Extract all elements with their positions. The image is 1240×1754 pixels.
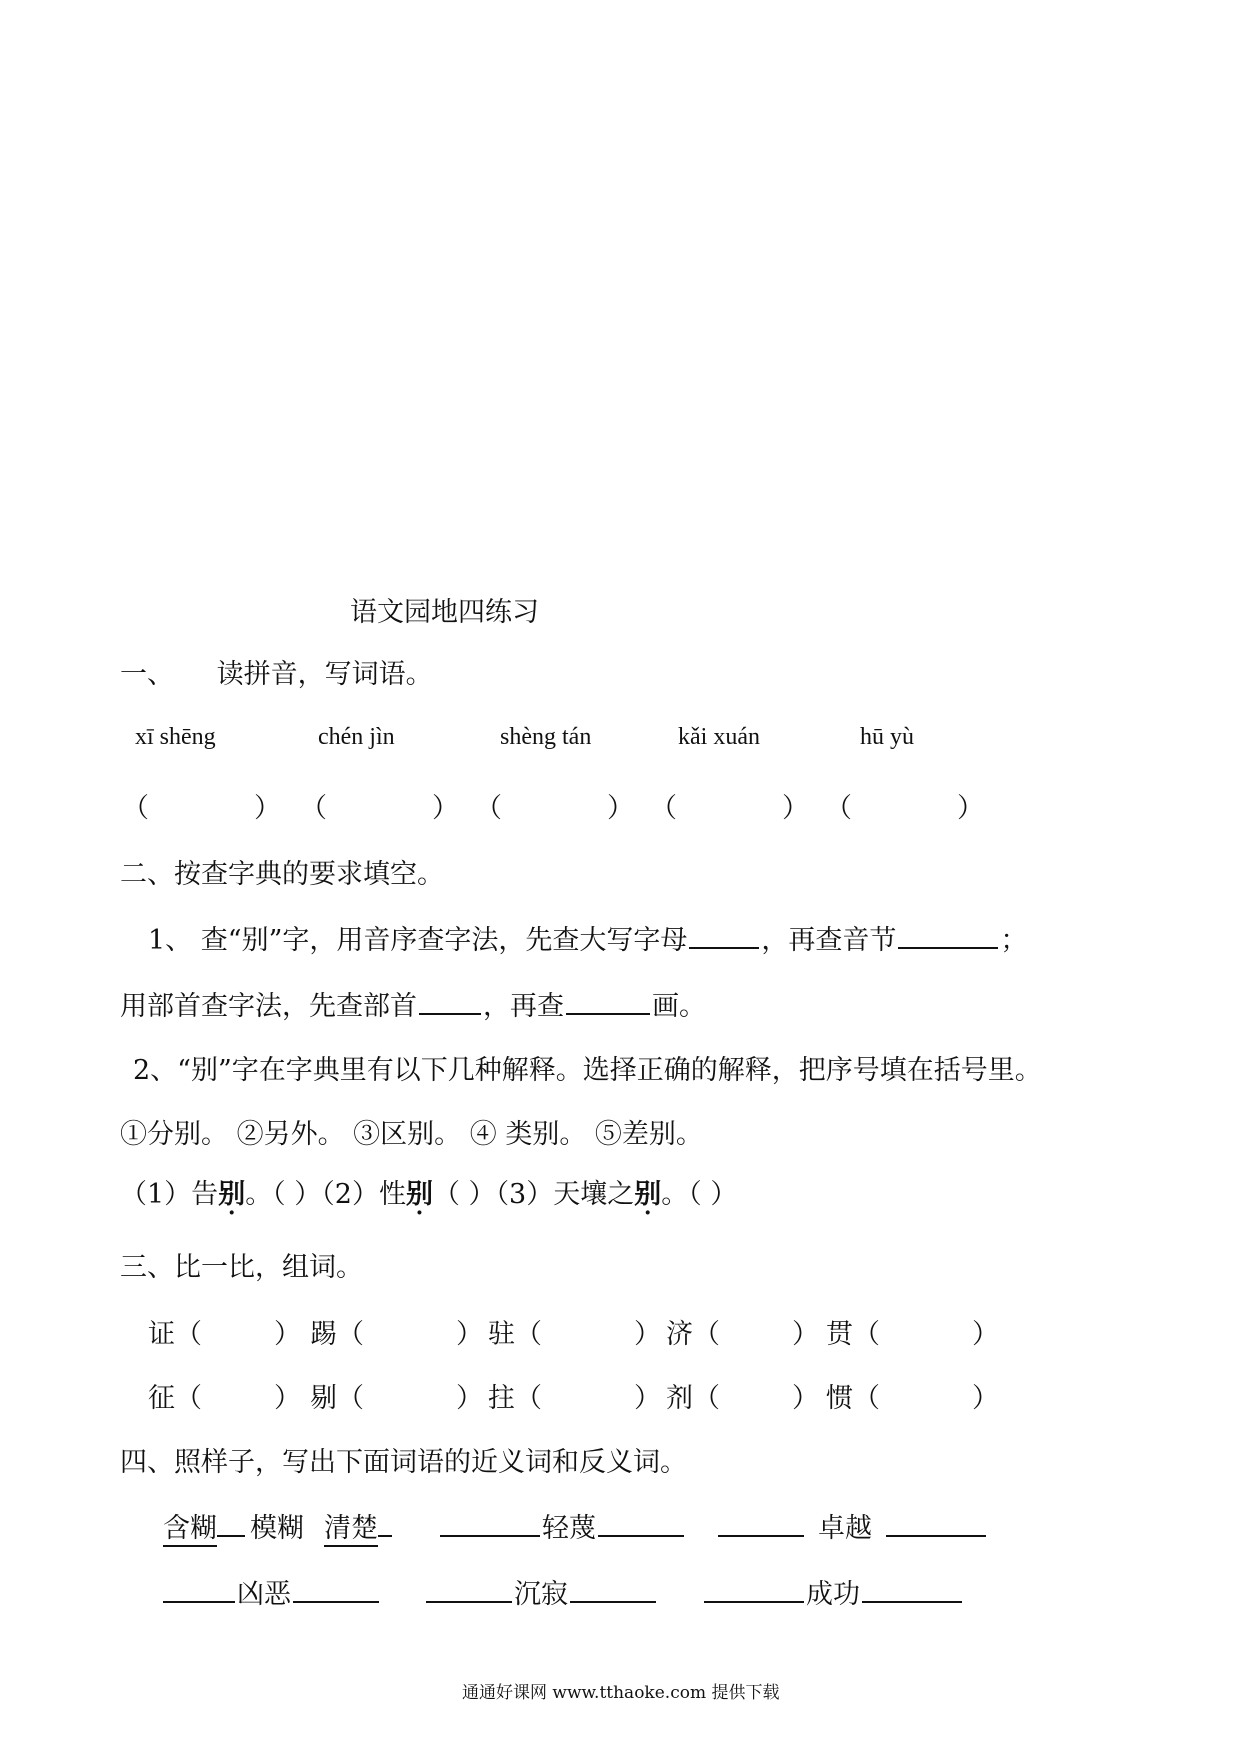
pinyin-4: kǎi xuán bbox=[678, 724, 760, 750]
footer-credit: 通通好课网 www.tthaoke.com 提供下载 bbox=[462, 1683, 780, 1703]
section2-heading: 二、按查字典的要求填空。 bbox=[120, 859, 444, 890]
blank-capital-letter[interactable] bbox=[689, 920, 759, 949]
compare-char-row1-5[interactable]: 贯（ ） bbox=[826, 1319, 999, 1350]
compare-char-row2-2[interactable]: 剔（ ） bbox=[310, 1383, 483, 1414]
q1-line2: 用部首查字法，先查部首 ，再查 画。 bbox=[120, 984, 706, 1023]
blank-strokes[interactable] bbox=[566, 986, 650, 1015]
example-synonym: 含糊 bbox=[163, 1506, 245, 1545]
q1-line1: 1、 查“别”字，用音序查字法，先查大写字母 ，再查音节 ； bbox=[148, 918, 1027, 957]
compare-char-row1-2[interactable]: 踢（ ） bbox=[310, 1319, 483, 1350]
answer-bracket-1[interactable]: （ ） bbox=[122, 793, 281, 824]
blank-synonym-chenji[interactable] bbox=[426, 1574, 512, 1603]
blank-antonym-xionge[interactable] bbox=[293, 1574, 379, 1603]
answer-bracket-3[interactable]: （ ） bbox=[475, 793, 634, 824]
blank-antonym-zhuoyue[interactable] bbox=[886, 1508, 986, 1537]
definition-options: ①分别。 ②另外。 ③区别。 ④ 类别。 ⑤差别。 bbox=[120, 1119, 703, 1150]
compare-char-row1-3[interactable]: 驻（ ） bbox=[488, 1319, 661, 1350]
blank-antonym-chenji[interactable] bbox=[570, 1574, 656, 1603]
q2-item-3[interactable]: （3）天壤之别。（ ） bbox=[495, 1179, 738, 1210]
answer-bracket-4[interactable]: （ ） bbox=[650, 793, 809, 824]
pinyin-5: hū yù bbox=[860, 724, 914, 750]
word-xionge: 凶恶 bbox=[161, 1572, 381, 1611]
section1-title: 读拼音，写词语。 bbox=[216, 659, 433, 690]
word-chenggong: 成功 bbox=[702, 1572, 964, 1611]
blank-radical[interactable] bbox=[419, 986, 481, 1015]
word-zhuoyue: 卓越 bbox=[716, 1506, 988, 1545]
blank-synonym-zhuoyue[interactable] bbox=[718, 1508, 804, 1537]
page-title: 语文园地四练习 bbox=[350, 597, 539, 628]
compare-char-row2-5[interactable]: 惯（ ） bbox=[826, 1383, 999, 1414]
section1-number: 一、 bbox=[120, 659, 174, 690]
answer-bracket-2[interactable]: （ ） bbox=[300, 793, 459, 824]
example-word: 模糊 bbox=[250, 1513, 304, 1544]
q2-items bbox=[120, 1172, 737, 1211]
compare-char-row2-1[interactable]: 征（ ） bbox=[148, 1383, 301, 1414]
blank-antonym-chenggong[interactable] bbox=[862, 1574, 962, 1603]
pinyin-2: chén jìn bbox=[318, 724, 395, 750]
word-chenji: 沉寂 bbox=[424, 1572, 658, 1611]
section4-heading: 四、照样子，写出下面词语的近义词和反义词。 bbox=[120, 1447, 687, 1478]
q2-item-1[interactable]: （1）告别。（ ） bbox=[120, 1179, 322, 1210]
compare-char-row2-3[interactable]: 拄（ ） bbox=[488, 1383, 661, 1414]
pinyin-1: xī shēng bbox=[135, 724, 216, 750]
q2-item-2[interactable]: （2）性别（ ） bbox=[321, 1179, 496, 1210]
compare-char-row1-1[interactable]: 证（ ） bbox=[148, 1319, 301, 1350]
blank-synonym-chenggong[interactable] bbox=[704, 1574, 804, 1603]
compare-char-row1-4[interactable]: 济（ ） bbox=[666, 1319, 819, 1350]
blank-synonym-xionge[interactable] bbox=[163, 1574, 235, 1603]
section1-heading bbox=[120, 652, 433, 691]
compare-char-row2-4[interactable]: 剂（ ） bbox=[666, 1383, 819, 1414]
blank-antonym-qingmie[interactable] bbox=[598, 1508, 684, 1537]
answer-bracket-5[interactable]: （ ） bbox=[825, 793, 984, 824]
section3-heading: 三、比一比，组词。 bbox=[120, 1252, 363, 1283]
pinyin-3: shèng tán bbox=[500, 724, 592, 750]
blank-syllable[interactable] bbox=[898, 920, 998, 949]
blank-synonym-qingmie[interactable] bbox=[440, 1508, 540, 1537]
word-qingmie: 轻蔑 bbox=[438, 1506, 686, 1545]
example-antonym: 清楚 bbox=[324, 1506, 392, 1545]
q2-instruction: 2、“别”字在字典里有以下几种解释。选择正确的解释，把序号填在括号里。 bbox=[133, 1055, 1042, 1086]
